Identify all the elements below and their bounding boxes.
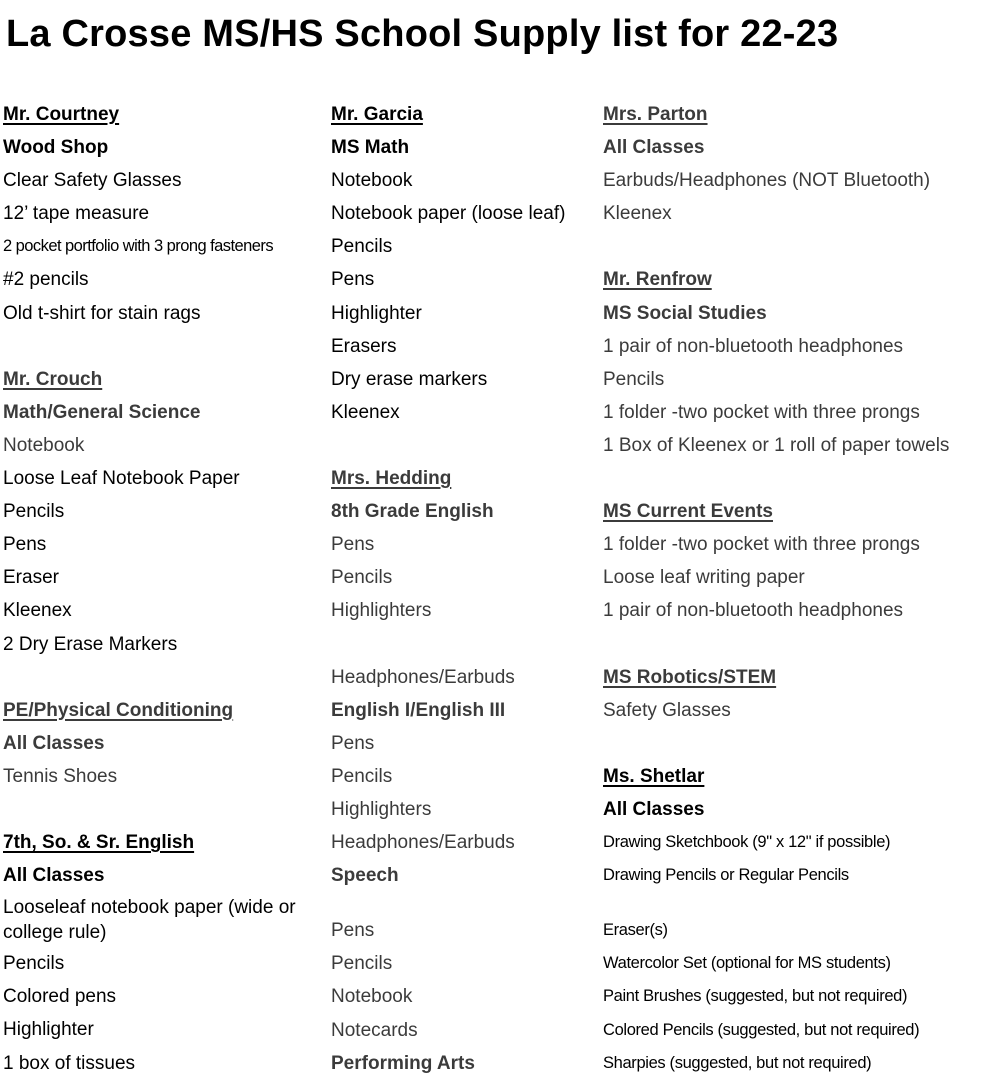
class-subheading: Math/General Science xyxy=(3,401,201,423)
supply-item: Notebook xyxy=(331,986,413,1008)
class-subheading: Speech xyxy=(331,865,399,887)
class-subheading: MS Social Studies xyxy=(603,302,767,324)
page-title: La Crosse MS/HS School Supply list for 22-23 xyxy=(6,13,839,55)
supply-item: Pencils xyxy=(603,368,665,390)
supply-item: Pens xyxy=(331,732,375,754)
supply-item: Pens xyxy=(3,534,47,556)
row-spacer xyxy=(331,628,593,661)
teacher-heading: Mr. Renfrow xyxy=(603,269,712,291)
supply-item: Pencils xyxy=(331,765,393,787)
supply-item: Colored pens xyxy=(3,986,117,1008)
teacher-heading: MS Current Events xyxy=(603,501,773,523)
supply-item: Looseleaf notebook paper (wide or college rule) xyxy=(3,897,296,944)
class-subheading: All Classes xyxy=(3,732,105,754)
supply-item: Headphones/Earbuds xyxy=(331,666,515,688)
supply-item: Pens xyxy=(331,269,375,291)
teacher-heading: MS Robotics/STEM xyxy=(603,666,777,688)
supply-item: Tennis Shoes xyxy=(3,765,118,787)
row-spacer xyxy=(331,429,593,462)
row-spacer xyxy=(331,892,593,914)
supply-item: Headphones/Earbuds xyxy=(331,832,515,854)
supply-item: Erasers xyxy=(331,335,397,357)
teacher-heading: Mrs. Hedding xyxy=(331,468,452,490)
class-subheading: Performing Arts xyxy=(331,1052,475,1074)
supply-item: Pens xyxy=(331,920,375,942)
supply-item: Notecards xyxy=(331,1019,418,1041)
supply-item: 1 pair of non-bluetooth headphones xyxy=(603,600,904,622)
row-spacer xyxy=(603,628,993,661)
supply-item: #2 pencils xyxy=(3,269,89,291)
supply-item: Pens xyxy=(331,534,375,556)
supply-item: 12’ tape measure xyxy=(3,203,150,225)
row-spacer xyxy=(603,727,993,760)
supply-item: 1 Box of Kleenex or 1 roll of paper towels xyxy=(603,434,950,456)
teacher-heading: Ms. Shetlar xyxy=(603,765,705,787)
class-subheading: Wood Shop xyxy=(3,137,109,159)
supply-item: Pencils xyxy=(3,501,65,523)
supply-item: Pencils xyxy=(331,236,393,258)
supply-item: 1 folder -two pocket with three prongs xyxy=(603,534,920,556)
supply-item: Pencils xyxy=(331,567,393,589)
teacher-heading: Mr. Crouch xyxy=(3,368,103,390)
teacher-heading: PE/Physical Conditioning xyxy=(3,699,234,721)
supply-item: Notebook paper (loose leaf) xyxy=(331,203,566,225)
supply-item: Eraser xyxy=(3,567,59,589)
supply-item: Highlighter xyxy=(331,302,422,324)
supply-item: Clear Safety Glasses xyxy=(3,170,182,192)
class-subheading: 8th Grade English xyxy=(331,501,494,523)
teacher-heading: Mr. Courtney xyxy=(3,104,120,125)
supply-item: Notebook xyxy=(3,434,85,456)
supply-item: Notebook xyxy=(331,170,413,192)
row-spacer xyxy=(603,230,993,263)
class-subheading: All Classes xyxy=(603,137,705,159)
supply-item: Loose leaf writing paper xyxy=(603,567,805,589)
supply-item: Safety Glasses xyxy=(603,699,731,721)
supply-item: 2 pocket portfolio with 3 prong fasteners xyxy=(3,237,274,256)
supply-item: Sharpies (suggested, but not required) xyxy=(603,1053,872,1072)
supply-item: 1 folder -two pocket with three prongs xyxy=(603,401,920,423)
teacher-heading: 7th, So. & Sr. English xyxy=(3,832,195,854)
supply-item: Eraser(s) xyxy=(603,921,668,940)
supply-item: Old t-shirt for stain rags xyxy=(3,302,201,324)
class-subheading: All Classes xyxy=(603,798,705,820)
supply-item: Highlighters xyxy=(331,600,432,622)
supply-column-3 xyxy=(603,98,993,1080)
supply-column-2 xyxy=(331,98,593,1080)
supply-item: Pencils xyxy=(3,953,65,975)
supply-item: Highlighter xyxy=(3,1019,94,1041)
row-spacer xyxy=(3,661,323,694)
teacher-heading: Mr. Garcia xyxy=(331,104,423,125)
supply-item: Colored Pencils (suggested, but not required) xyxy=(603,1020,920,1039)
supply-item: Kleenex xyxy=(603,203,672,225)
supply-item: Dry erase markers xyxy=(331,368,488,390)
supply-item: Kleenex xyxy=(3,600,72,622)
row-spacer xyxy=(3,793,323,826)
row-spacer xyxy=(603,462,993,495)
supply-item: Earbuds/Headphones (NOT Bluetooth) xyxy=(603,170,931,192)
class-subheading: MS Math xyxy=(331,137,410,159)
supply-item: Watercolor Set (optional for MS students) xyxy=(603,954,891,973)
supply-item: Kleenex xyxy=(331,401,400,423)
supply-item: Loose Leaf Notebook Paper xyxy=(3,468,240,490)
row-spacer xyxy=(3,330,323,363)
supply-item: 2 Dry Erase Markers xyxy=(3,633,178,655)
supply-item: Drawing Sketchbook (9" x 12" if possible) xyxy=(603,833,891,852)
teacher-heading: Mrs. Parton xyxy=(603,104,708,125)
supply-item: Drawing Pencils or Regular Pencils xyxy=(603,866,849,885)
supply-item: 1 pair of non-bluetooth headphones xyxy=(603,335,904,357)
supply-item: 1 box of tissues xyxy=(3,1052,136,1074)
supply-item: Pencils xyxy=(331,953,393,975)
supply-column-1 xyxy=(3,98,323,1080)
class-subheading: All Classes xyxy=(3,865,105,887)
supply-item: Highlighters xyxy=(331,798,432,820)
row-spacer xyxy=(603,892,993,914)
class-subheading: English I/English III xyxy=(331,699,506,721)
supply-item: Paint Brushes (suggested, but not required) xyxy=(603,987,908,1006)
